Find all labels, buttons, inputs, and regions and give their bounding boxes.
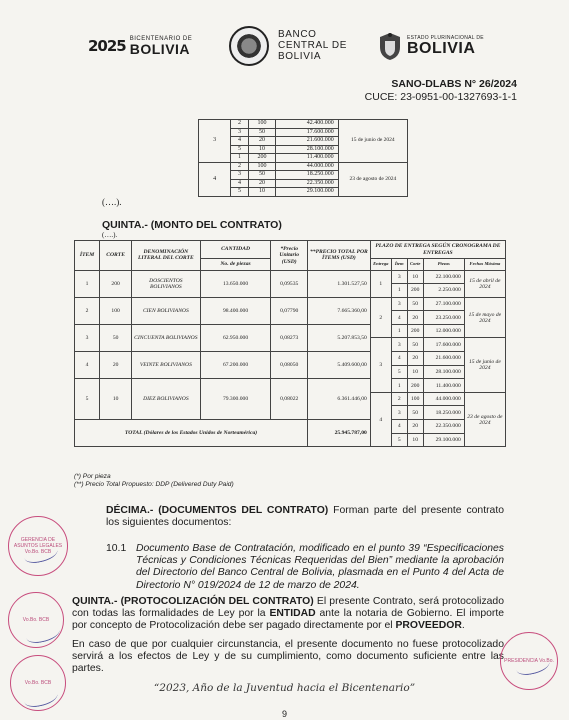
sched-item-cell: 3 [391, 406, 407, 420]
corte-cell: 10 [100, 379, 132, 420]
clause-protocolizacion: QUINTA.- (PROTOCOLIZACIÓN DEL CONTRATO) El presente Contrato, será protocolizado con todas las formalidades de Ley por la ENTIDAD ante la notaria de Gobierno. El importe por concepto de Protocolización debe ser pagado directamente por el PROVEEDOR. [72, 596, 504, 632]
item-cell: 4 [231, 137, 248, 146]
bicentenario-logo [88, 36, 192, 56]
total-label: TOTAL (Dólares de los Estados Unidos de Norteamérica) [75, 420, 308, 447]
corte-cell: 20 [248, 179, 276, 188]
corte-cell: 200 [100, 270, 132, 297]
col-cantidad: CANTIDAD [200, 241, 271, 259]
piezas-cell: 29.100.000 [276, 188, 338, 197]
fecha-cell: 15 de abril de 2024 [464, 270, 505, 297]
corte-cell: 200 [248, 154, 276, 163]
sched-item-cell: 1 [391, 379, 407, 393]
sched-item-cell: 1 [391, 324, 407, 338]
piezas-cell: 17.600.000 [276, 128, 338, 137]
total-value: 25.945.787,00 [307, 420, 370, 447]
sched-piezas-cell: 11.400.000 [423, 379, 464, 393]
cantidad-cell: 67.200.000 [200, 352, 271, 379]
piezas-cell: 44.000.000 [276, 162, 338, 171]
precio-cell: 0,08050 [271, 352, 308, 379]
col-item-s: Ítem [391, 259, 407, 271]
sched-item-cell: 3 [391, 338, 407, 352]
ellipsis-1: (….). [102, 197, 122, 207]
clause-decima [106, 505, 504, 529]
total-cell: 1.301.527,50 [307, 270, 370, 297]
table-row [75, 352, 506, 366]
piezas-cell: 21.600.000 [276, 137, 338, 146]
sched-item-cell: 1 [391, 284, 407, 298]
total-cell: 5.409.600,00 [307, 352, 370, 379]
total-cell: 5.207.853,50 [307, 324, 370, 351]
fecha-cell: 23 de agosto de 2024 [464, 392, 505, 446]
contract-number: SANO-DLABS N° 26/2024 [391, 78, 517, 90]
col-corte: CORTE [100, 241, 132, 271]
clause-decima-text: Forman parte del presente contrato los siguientes documentos: [106, 505, 504, 529]
sched-corte-cell: 10 [407, 433, 423, 447]
entrega-cell: 1 [370, 270, 391, 297]
sched-corte-cell: 50 [407, 338, 423, 352]
item-cell: 5 [75, 379, 100, 420]
cantidad-cell: 98.400.000 [200, 297, 271, 324]
document-reference [365, 78, 517, 104]
fecha-cell: 23 de agosto de 2024 [338, 162, 407, 196]
footer-motto: “2023, Año de la Juventud hacia el Bicentenario” [153, 682, 416, 694]
delivery-schedule-continuation [198, 119, 408, 197]
sched-piezas-cell: 23.250.000 [423, 311, 464, 325]
sched-item-cell: 4 [391, 420, 407, 434]
corte-cell: 100 [248, 162, 276, 171]
table-row [75, 270, 506, 284]
col-denominacion: DENOMINACIÓN LITERAL DEL CORTE [132, 241, 201, 271]
corte-cell: 20 [100, 352, 132, 379]
table-row [199, 162, 408, 171]
piezas-cell: 42.400.000 [276, 120, 338, 129]
denominacion-cell: DOSCIENTOS BOLIVIANOS [132, 270, 201, 297]
item-cell: 3 [75, 324, 100, 351]
item-cell: 1 [231, 154, 248, 163]
bicentenario-mark: 2025 [88, 37, 126, 55]
corte-cell: 100 [100, 297, 132, 324]
sched-item-cell: 4 [391, 311, 407, 325]
estado-title: BOLIVIA [407, 39, 476, 57]
item-cell: 4 [231, 179, 248, 188]
page-number: 9 [281, 709, 287, 719]
sched-corte-cell: 200 [407, 324, 423, 338]
contract-amount-table [74, 240, 506, 447]
sched-item-cell: 3 [391, 270, 407, 284]
bank-name: BANCO CENTRAL DE BOLIVIA [278, 29, 347, 62]
table-notes [74, 473, 234, 489]
letterhead [0, 14, 569, 64]
sched-piezas-cell: 18.250.000 [423, 406, 464, 420]
sched-corte-cell: 10 [407, 365, 423, 379]
sched-corte-cell: 20 [407, 420, 423, 434]
bicentenario-title: BOLIVIA [129, 41, 191, 57]
entrega-cell: 2 [370, 297, 391, 338]
corte-cell: 10 [248, 145, 276, 154]
sched-piezas-cell: 29.100.000 [423, 433, 464, 447]
document-item-10-1 [106, 543, 504, 592]
sched-piezas-cell: 2.250.000 [423, 284, 464, 298]
corte-cell: 50 [100, 324, 132, 351]
sched-corte-cell: 100 [407, 392, 423, 406]
denominacion-cell: DIEZ BOLIVIANOS [132, 379, 201, 420]
note-1: (*) Por pieza [74, 473, 111, 480]
corte-cell: 50 [248, 171, 276, 180]
corte-cell: 100 [248, 120, 276, 129]
sched-piezas-cell: 28.100.000 [423, 365, 464, 379]
item-text: Documento Base de Contratación, modificado en el punto 39 “Especificaciones Técnicas y Condiciones Técnicas Requeridas del Bien” mediante la aprobación del Directorio del Banco Central de Bolivia, plasmada en el Punto 4 del Acta de Directorio N° 019/2024 de 12 de marzo de 2024. [136, 543, 504, 591]
piezas-cell: 18.250.000 [276, 171, 338, 180]
coat-of-arms-icon [377, 31, 403, 61]
total-cell: 7.665.360,00 [307, 297, 370, 324]
col-entrega: Entrega [370, 259, 391, 271]
table-row [199, 120, 408, 129]
presidency-stamp: PRESIDENCIA Vo.Bo. [500, 632, 558, 690]
estado-logo [377, 31, 484, 61]
clause-caso-text: En caso de que por cualquier circunstancia, el presente documento no fuese protocolizado servirá a los efectos de Ley y de su cumplimiento, como documento suficiente entre las partes. [72, 639, 504, 675]
sched-corte-cell: 50 [407, 297, 423, 311]
item-cell: 3 [231, 171, 248, 180]
col-corte-s: Corte [407, 259, 423, 271]
denominacion-cell: CIEN BOLIVIANOS [132, 297, 201, 324]
sched-corte-cell: 20 [407, 311, 423, 325]
col-fechas: Fechas Máxima [464, 259, 505, 271]
col-precio: *Precio Unitario (USD) [271, 241, 308, 271]
sched-piezas-cell: 22.100.000 [423, 270, 464, 284]
precio-cell: 0,07790 [271, 297, 308, 324]
sched-piezas-cell: 22.350.000 [423, 420, 464, 434]
corte-cell: 10 [248, 188, 276, 197]
corte-cell: 20 [248, 137, 276, 146]
total-cell: 6.361.446,00 [307, 379, 370, 420]
corte-cell: 50 [248, 128, 276, 137]
precio-cell: 0,08022 [271, 379, 308, 420]
sched-item-cell: 3 [391, 297, 407, 311]
clause-decima-title: DÉCIMA.- (DOCUMENTOS DEL CONTRATO) [106, 505, 329, 516]
fecha-cell: 15 de junio de 2024 [464, 338, 505, 392]
denominacion-cell: CINCUENTA BOLIVIANOS [132, 324, 201, 351]
piezas-cell: 28.100.000 [276, 145, 338, 154]
table-row [75, 420, 506, 434]
note-2: (**) Precio Total Propuesto: DDP (Delivered Duty Paid) [74, 481, 234, 488]
legal-stamp-3: Vo.Bo. BCB [10, 655, 66, 711]
sched-item-cell: 5 [391, 433, 407, 447]
entrega-cell: 3 [370, 338, 391, 392]
precio-cell: 0,08273 [271, 324, 308, 351]
estado-caption: ESTADO PLURINACIONAL DE [407, 34, 484, 41]
sched-item-cell: 2 [391, 392, 407, 406]
clause-quinta-title: QUINTA.- (MONTO DEL CONTRATO) [102, 219, 282, 231]
sched-piezas-cell: 17.600.000 [423, 338, 464, 352]
fecha-cell: 15 de junio de 2024 [338, 120, 407, 163]
sched-piezas-cell: 44.000.000 [423, 392, 464, 406]
sched-corte-cell: 20 [407, 352, 423, 366]
col-plazo: PLAZO DE ENTREGA SEGÚN CRONOGRAMA DE ENTREGAS [370, 241, 505, 259]
sched-item-cell: 5 [391, 365, 407, 379]
item-number: 10.1 [106, 543, 127, 554]
sched-piezas-cell: 12.000.000 [423, 324, 464, 338]
entrega-cell: 4 [370, 392, 391, 446]
entrega-cell: 3 [199, 120, 231, 163]
sched-piezas-cell: 21.600.000 [423, 352, 464, 366]
col-total: **PRECIO TOTAL POR ÍTEMS (USD) [307, 241, 370, 271]
sched-corte-cell: 50 [407, 406, 423, 420]
sched-corte-cell: 200 [407, 284, 423, 298]
sched-corte-cell: 10 [407, 270, 423, 284]
cuce-code: CUCE: 23-0951-00-1327693-1-1 [364, 91, 517, 103]
bcb-seal-icon [229, 26, 269, 66]
item-cell: 2 [231, 120, 248, 129]
item-cell: 3 [231, 128, 248, 137]
sched-corte-cell: 200 [407, 379, 423, 393]
item-cell: 2 [231, 162, 248, 171]
col-piezas: No. de piezas [200, 259, 271, 271]
col-item: ÍTEM [75, 241, 100, 271]
fecha-cell: 15 de mayo de 2024 [464, 297, 505, 338]
col-piezas-s: Piezas [423, 259, 464, 271]
piezas-cell: 11.400.000 [276, 154, 338, 163]
precio-cell: 0,09535 [271, 270, 308, 297]
sched-item-cell: 4 [391, 352, 407, 366]
clause-protocolizacion-title: QUINTA.- (PROTOCOLIZACIÓN DEL CONTRATO) [72, 596, 314, 607]
piezas-cell: 22.350.000 [276, 179, 338, 188]
denominacion-cell: VEINTE BOLIVIANOS [132, 352, 201, 379]
cantidad-cell: 13.650.000 [200, 270, 271, 297]
item-cell: 5 [231, 188, 248, 197]
ellipsis-2: (….). [102, 231, 118, 239]
item-cell: 1 [75, 270, 100, 297]
cantidad-cell: 79.300.000 [200, 379, 271, 420]
legal-stamp-1: GERENCIA DE ASUNTOS LEGALES Vo.Bo. BCB [8, 516, 68, 576]
table-row [75, 297, 506, 311]
entrega-cell: 4 [199, 162, 231, 196]
item-cell: 4 [75, 352, 100, 379]
table-row [75, 379, 506, 393]
item-cell: 2 [75, 297, 100, 324]
bicentenario-caption: BICENTENARIO DE [129, 36, 193, 42]
legal-stamp-2: Vo.Bo. BCB [8, 592, 64, 648]
sched-piezas-cell: 27.100.000 [423, 297, 464, 311]
item-cell: 5 [231, 145, 248, 154]
cantidad-cell: 62.950.000 [200, 324, 271, 351]
table-row [75, 324, 506, 338]
